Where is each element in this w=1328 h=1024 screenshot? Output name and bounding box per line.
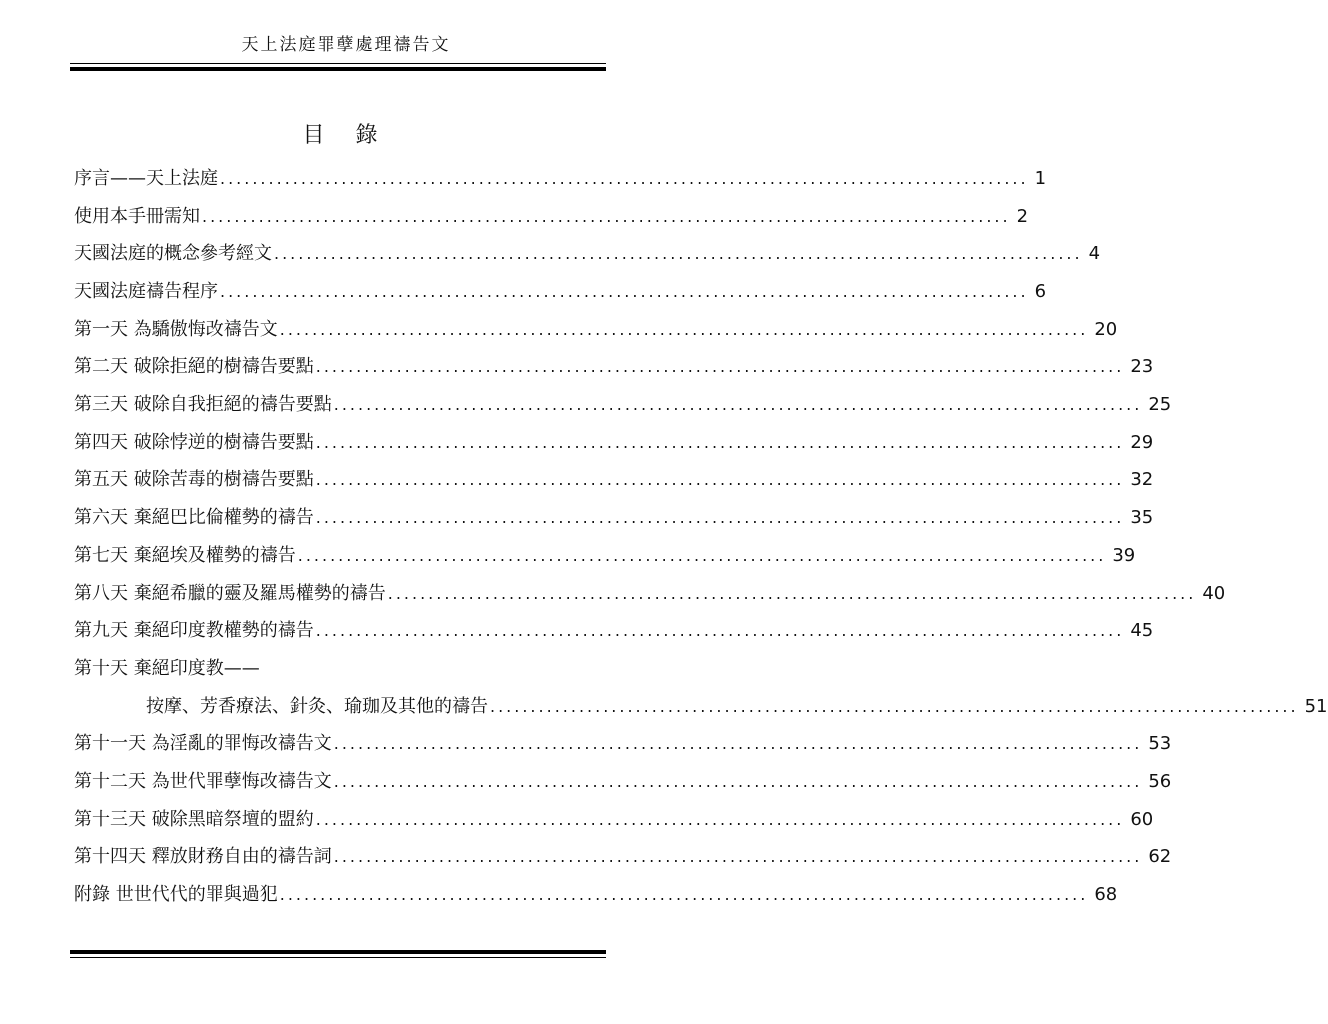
- table-of-contents: [74, 160, 1328, 914]
- toc-entry: [74, 612, 1154, 650]
- toc-entry-page: 39: [1112, 544, 1136, 566]
- toc-title: 目 錄: [302, 123, 390, 148]
- toc-entry-label: 第五天 破除苦毒的樹禱告要點: [74, 469, 314, 491]
- leader-dots: ....................................................................................................: [279, 885, 1089, 905]
- leader-dots: ....................................................................................................: [333, 771, 1143, 791]
- leader-dots: ....................................................................................................: [315, 470, 1125, 490]
- toc-entry: [74, 424, 1154, 462]
- toc-entry-label: 第七天 棄絕埃及權勢的禱告: [74, 544, 296, 566]
- toc-entry-label: 第十三天 破除黑暗祭壇的盟約: [74, 808, 314, 830]
- toc-entry: [74, 537, 1136, 575]
- toc-entry-page: 4: [1088, 243, 1101, 265]
- leader-dots: ....................................................................................................: [315, 809, 1125, 829]
- toc-entry-page: 35: [1130, 507, 1154, 529]
- leader-dots: ....................................................................................................: [387, 583, 1197, 603]
- leader-dots: ....................................................................................................: [315, 357, 1125, 377]
- leader-dots: ....................................................................................................: [220, 282, 1029, 302]
- toc-entry-page: 23: [1130, 356, 1154, 378]
- toc-entry-label: 第十一天 為淫亂的罪悔改禱告文: [74, 733, 332, 755]
- toc-entry: [74, 462, 1154, 500]
- leader-dots: ....................................................................................................: [315, 508, 1125, 528]
- leader-dots: ....................................................................................................: [490, 696, 1299, 716]
- toc-entry-label: 第二天 破除拒絕的樹禱告要點: [74, 356, 314, 378]
- toc-entry-label: 第四天 破除悖逆的樹禱告要點: [74, 431, 314, 453]
- toc-entry-label: 天國法庭禱告程序: [74, 281, 218, 303]
- toc-entry: [74, 348, 1154, 386]
- toc-entry-page: 32: [1130, 469, 1154, 491]
- toc-entry: [74, 499, 1154, 537]
- toc-entry-label: 第十天 棄絕印度教——: [74, 657, 260, 679]
- toc-entry: [74, 650, 608, 688]
- toc-entry-page: 45: [1130, 620, 1154, 642]
- toc-entry: [74, 876, 1118, 914]
- toc-entry-page: 40: [1202, 582, 1226, 604]
- leader-dots: ....................................................................................................: [333, 734, 1143, 754]
- toc-entry-label: 附錄 世世代代的罪與過犯: [74, 884, 278, 906]
- toc-entry: [74, 725, 1172, 763]
- leader-dots: ....................................................................................................: [333, 847, 1143, 867]
- leader-dots: ....................................................................................................: [202, 206, 1011, 226]
- toc-entry: [74, 160, 1047, 198]
- toc-entry-page: 2: [1016, 205, 1029, 227]
- toc-entry-label: 第十四天 釋放財務自由的禱告詞: [74, 846, 332, 868]
- toc-entry-page: 68: [1094, 884, 1118, 906]
- toc-entry-label: 第八天 棄絕希臘的靈及羅馬權勢的禱告: [74, 582, 386, 604]
- toc-entry-page: 20: [1094, 318, 1118, 340]
- leader-dots: ....................................................................................................: [315, 432, 1125, 452]
- leader-dots: ....................................................................................................: [274, 244, 1083, 264]
- toc-entry: [74, 235, 1101, 273]
- toc-entry-page: 60: [1130, 808, 1154, 830]
- toc-entry-page: 62: [1148, 846, 1172, 868]
- toc-entry: [74, 801, 1154, 839]
- leader-dots: ....................................................................................................: [315, 621, 1125, 641]
- toc-entry-label: 序言——天上法庭: [74, 167, 218, 189]
- toc-entry-label: 第六天 棄絕巴比倫權勢的禱告: [74, 507, 314, 529]
- toc-entry-page: 56: [1148, 770, 1172, 792]
- toc-entry: [74, 198, 1029, 236]
- toc-entry-page: 53: [1148, 733, 1172, 755]
- leader-dots: ....................................................................................................: [220, 168, 1029, 188]
- toc-entry: [74, 763, 1172, 801]
- toc-entry-page: 25: [1148, 394, 1172, 416]
- toc-entry-continuation: [74, 688, 1328, 726]
- header-rule-thin: [70, 63, 606, 64]
- toc-entry: [74, 273, 1047, 311]
- footer-rule-thin: [70, 957, 606, 958]
- leader-dots: ....................................................................................................: [333, 395, 1143, 415]
- toc-entry: [74, 386, 1172, 424]
- toc-entry-page: 1: [1034, 167, 1047, 189]
- leader-dots: ....................................................................................................: [297, 545, 1107, 565]
- toc-entry: [74, 838, 1172, 876]
- toc-entry-label: 天國法庭的概念參考經文: [74, 243, 272, 265]
- toc-entry-label: 第九天 棄絕印度教權勢的禱告: [74, 620, 314, 642]
- toc-entry: [74, 311, 1118, 349]
- toc-entry: [74, 575, 1226, 613]
- leader-dots: ....................................................................................................: [279, 319, 1089, 339]
- toc-entry-page: 51: [1304, 695, 1328, 717]
- running-header: 天上法庭罪孽處理禱告文: [241, 35, 451, 55]
- footer-rule-thick: [70, 950, 606, 954]
- toc-entry-label: 使用本手冊需知: [74, 205, 200, 227]
- toc-entry-page: 6: [1034, 281, 1047, 303]
- toc-entry-page: 29: [1130, 431, 1154, 453]
- toc-entry-label: 按摩、芳香療法、針灸、瑜珈及其他的禱告: [146, 695, 488, 717]
- header-rule-thick: [70, 67, 606, 71]
- toc-entry-label: 第十二天 為世代罪孽悔改禱告文: [74, 770, 332, 792]
- toc-entry-label: 第一天 為驕傲悔改禱告文: [74, 318, 278, 340]
- toc-entry-label: 第三天 破除自我拒絕的禱告要點: [74, 394, 332, 416]
